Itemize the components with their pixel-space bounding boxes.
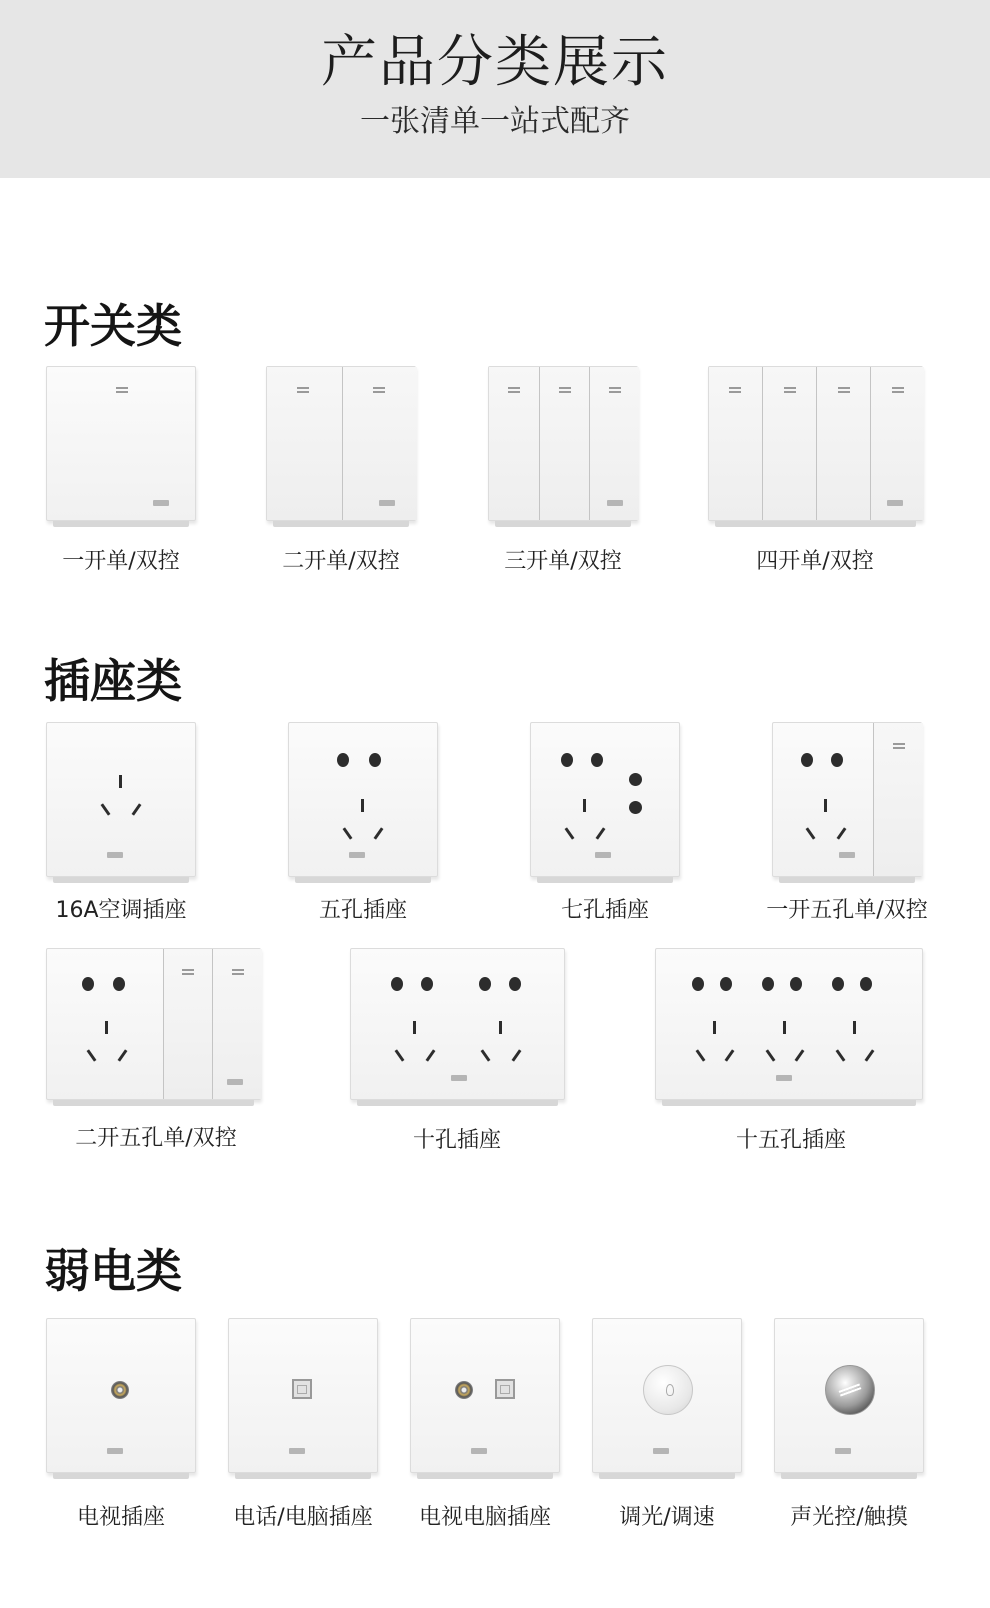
rocker-key [267,367,342,520]
product-fifteen-hole-socket[interactable] [655,948,923,1100]
socket-hole-icon [337,753,349,767]
socket-pin-icon [806,827,816,839]
indicator-icon [784,387,796,395]
rocker-key [589,367,639,520]
socket-hole-icon [561,753,573,767]
product-switch-five-hole-socket[interactable] [772,722,922,877]
section-title-switch: 开关类 [44,299,182,353]
brand-logo [887,500,903,506]
round-hole-icon [629,801,642,814]
indicator-icon [116,387,128,395]
socket-pin-icon [361,799,364,812]
section-title-socket: 插座类 [44,654,182,708]
socket-pin-icon [413,1021,416,1034]
brand-logo [839,852,855,858]
socket-pin-icon [725,1049,735,1061]
socket-hole-icon [831,753,843,767]
rocker-key [709,367,762,520]
rocker-key [212,949,262,1099]
product-sound-light-sensor-switch[interactable] [774,1318,924,1473]
indicator-icon [182,969,194,977]
socket-hole-icon [832,977,844,991]
product-label: 声光控/触摸 [790,1505,908,1530]
socket-pin-icon [512,1049,522,1061]
socket-hole-icon [762,977,774,991]
rocker-key [762,367,816,520]
product-16a-ac-socket[interactable] [46,722,196,877]
socket-pin-icon [426,1049,436,1061]
brand-logo [776,1075,792,1081]
product-tv-socket[interactable] [46,1318,196,1473]
product-label: 五孔插座 [318,898,407,923]
dimmer-knob-icon [643,1365,693,1415]
socket-pin-icon [766,1049,776,1061]
page-subtitle: 一张清单一站式配齐 [360,104,630,139]
product-label: 调光/调速 [619,1505,715,1530]
brand-logo [227,1079,243,1085]
socket-pin-icon [583,799,586,812]
product-two-switch-five-hole-socket[interactable] [46,948,261,1100]
socket-pin-icon [343,827,353,839]
brand-logo [471,1448,487,1454]
brand-logo [379,500,395,506]
brand-logo [595,852,611,858]
brand-logo [153,500,169,506]
product-label: 十五孔插座 [735,1128,846,1153]
rocker-key [816,367,870,520]
product-tv-computer-socket[interactable] [410,1318,560,1473]
product-label: 一开五孔单/双控 [766,898,928,923]
product-label: 二开单/双控 [282,549,400,574]
product-dimmer-switch[interactable] [592,1318,742,1473]
indicator-icon [893,743,905,751]
product-label: 16A空调插座 [55,898,187,923]
brand-logo [107,1448,123,1454]
socket-pin-icon [132,803,142,815]
indicator-icon [609,387,621,395]
socket-hole-icon [421,977,433,991]
brand-logo [653,1448,669,1454]
product-label: 电视电脑插座 [418,1505,551,1530]
socket-pin-icon [837,827,847,839]
socket-pin-icon [783,1021,786,1034]
product-label: 四开单/双控 [756,549,874,574]
brand-logo [451,1075,467,1081]
socket-pin-icon [101,803,111,815]
section-title-weak-current: 弱电类 [44,1244,182,1298]
socket-pin-icon [696,1049,706,1061]
header-banner [0,0,990,178]
rocker-key [539,367,589,520]
network-port-icon [495,1379,515,1399]
product-label: 十孔插座 [412,1128,501,1153]
product-label: 七孔插座 [560,898,649,923]
brand-logo [607,500,623,506]
socket-pin-icon [374,827,384,839]
socket-hole-icon [801,753,813,767]
brand-logo [289,1448,305,1454]
indicator-icon [297,387,309,395]
socket-hole-icon [591,753,603,767]
indicator-icon [729,387,741,395]
product-five-hole-socket[interactable] [288,722,438,877]
socket-hole-icon [509,977,521,991]
product-label: 一开单/双控 [62,549,180,574]
socket-hole-icon [391,977,403,991]
sensor-icon [825,1365,875,1415]
socket-hole-icon [369,753,381,767]
socket-pin-icon [824,799,827,812]
product-phone-computer-socket[interactable] [228,1318,378,1473]
rocker-key [870,367,924,520]
indicator-icon [559,387,571,395]
coax-port-icon [455,1381,473,1399]
coax-port-icon [111,1381,129,1399]
brand-logo [349,852,365,858]
network-port-icon [292,1379,312,1399]
product-two-gang-switch[interactable] [266,366,416,521]
product-label: 电视插座 [76,1505,165,1530]
indicator-icon [838,387,850,395]
rocker-key [342,367,417,520]
product-one-gang-switch[interactable] [46,366,196,521]
socket-hole-icon [720,977,732,991]
rocker-key [489,367,539,520]
socket-hole-icon [82,977,94,991]
brand-logo [107,852,123,858]
product-three-gang-switch[interactable] [488,366,638,521]
socket-hole-icon [113,977,125,991]
indicator-icon [508,387,520,395]
socket-pin-icon [565,827,575,839]
socket-hole-icon [479,977,491,991]
brand-logo [835,1448,851,1454]
indicator-icon [232,969,244,977]
product-label: 电话/电脑插座 [233,1505,373,1530]
socket-pin-icon [481,1049,491,1061]
rocker-key [163,949,212,1099]
round-hole-icon [629,773,642,786]
socket-pin-icon [499,1021,502,1034]
socket-pin-icon [395,1049,405,1061]
socket-pin-icon [865,1049,875,1061]
socket-pin-icon [795,1049,805,1061]
rocker-key [873,723,923,876]
socket-pin-icon [105,1021,108,1034]
product-ten-hole-socket[interactable] [350,948,565,1100]
product-four-gang-switch[interactable] [708,366,923,521]
socket-pin-icon [118,1049,128,1061]
page-title: 产品分类展示 [321,30,669,95]
socket-pin-icon [836,1049,846,1061]
socket-pin-icon [596,827,606,839]
socket-pin-icon [853,1021,856,1034]
indicator-icon [892,387,904,395]
indicator-icon [373,387,385,395]
product-seven-hole-socket[interactable] [530,722,680,877]
socket-hole-icon [692,977,704,991]
socket-pin-icon [713,1021,716,1034]
socket-pin-icon [119,775,122,788]
product-label: 三开单/双控 [504,549,622,574]
socket-hole-icon [790,977,802,991]
socket-hole-icon [860,977,872,991]
socket-pin-icon [87,1049,97,1061]
product-label: 二开五孔单/双控 [75,1126,237,1151]
